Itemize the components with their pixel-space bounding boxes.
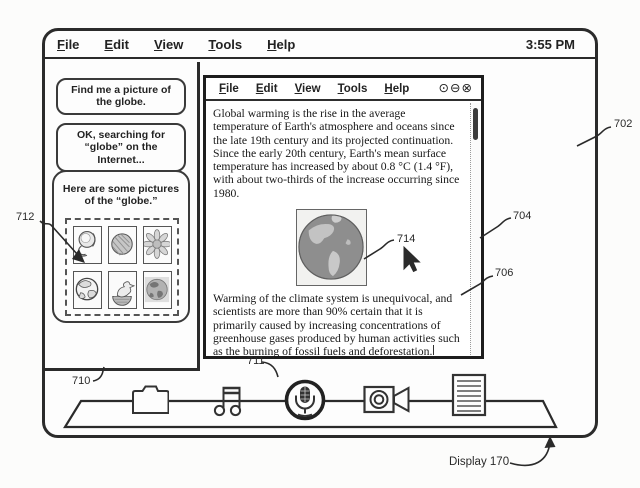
article-content: [206, 103, 481, 359]
document-icon: [449, 373, 489, 417]
ref-display-170: Display 170: [449, 456, 510, 468]
ref-702: 702: [614, 118, 633, 130]
display-screen: [42, 28, 598, 438]
menu-tools[interactable]: Tools: [208, 36, 243, 52]
video-camera-icon: [363, 384, 411, 415]
menu-file[interactable]: File: [57, 36, 80, 52]
dock-music[interactable]: [213, 383, 247, 423]
maximize-icon[interactable]: ⊙: [438, 81, 450, 96]
window-controls: [439, 82, 472, 95]
result-thumb-desk-globe[interactable]: [73, 226, 102, 264]
article-paragraph-2: [213, 292, 464, 358]
article-paragraph-1: Global warming is the rise in the average temperature of Earth's atmosphere and oceans since the late 19th century and its projected continuation. Since the early 20th century, Earth's mean surface temperature has increased by about 0.8 °C (1.4 °F), with about two-thirds of the increase occurring since 1980.: [213, 107, 460, 200]
ref-711: 711: [247, 355, 265, 367]
ref-714: 714: [397, 233, 416, 245]
menu-help[interactable]: Help: [267, 36, 296, 52]
menu-view[interactable]: View: [153, 36, 184, 52]
ref-706: 706: [495, 267, 514, 279]
ref-704: 704: [513, 210, 532, 222]
earth-globe-icon: [144, 273, 170, 307]
clock: 3:55 PM: [525, 36, 575, 52]
flower-globe-icon: [144, 228, 170, 262]
menu-edit[interactable]: Edit: [104, 36, 129, 52]
text-caret: [433, 345, 434, 355]
ref-712: 712: [16, 211, 35, 223]
chat-bubble-status: OK, searching for “globe” on the Internet...: [56, 123, 186, 173]
browser-menubar: [206, 78, 481, 101]
leader-display-170: [510, 442, 550, 465]
assistant-panel: [45, 62, 200, 372]
microphone-icon: [283, 379, 327, 423]
win-menu-tools[interactable]: Tools: [337, 82, 368, 95]
bird-globe-icon: [109, 273, 135, 307]
folder-icon: [131, 384, 169, 416]
win-menu-edit[interactable]: Edit: [255, 82, 278, 95]
music-notes-icon: [213, 383, 247, 418]
results-grid: [65, 218, 179, 316]
chat-bubble-user: Find me a picture of the globe.: [56, 78, 186, 115]
result-thumb-shaded-sphere[interactable]: [108, 226, 137, 264]
close-icon[interactable]: ⊗: [461, 81, 472, 96]
chat-bubble-results: [52, 170, 190, 323]
win-menu-help[interactable]: Help: [384, 82, 410, 95]
result-thumb-flower-globe[interactable]: [143, 226, 172, 264]
ref-710: 710: [72, 375, 91, 387]
system-menubar: [45, 31, 595, 59]
dock-microphone-active[interactable]: [283, 379, 327, 428]
shaded-sphere-icon: [109, 228, 135, 262]
minimize-icon[interactable]: ⊖: [450, 81, 461, 96]
result-thumb-outline-globe[interactable]: [73, 271, 102, 309]
result-thumb-earth-globe[interactable]: [143, 271, 172, 309]
article-paragraph-2-text: Warming of the climate system is unequivocal, and scientists are more than 90% certain that it is primarily caused by increasing concentrations of greenhouse gases produced by human activities such as the burning of fossil fuels and deforestation.: [213, 292, 460, 359]
win-menu-file[interactable]: File: [219, 82, 239, 95]
globe-photo-icon: [297, 210, 365, 284]
scrollbar-thumb[interactable]: [473, 108, 478, 140]
results-text: Here are some pictures of the “globe.”: [62, 182, 180, 207]
result-thumb-bird-globe[interactable]: [108, 271, 137, 309]
scrollbar[interactable]: [470, 103, 480, 355]
desk-globe-icon: [74, 228, 100, 262]
globe-image[interactable]: [296, 209, 367, 286]
win-menu-view[interactable]: View: [294, 82, 321, 95]
dock-folder[interactable]: [131, 384, 169, 421]
outline-globe-icon: [74, 273, 100, 307]
dock-video-camera[interactable]: [363, 384, 411, 420]
dock-document[interactable]: [449, 373, 489, 422]
browser-window: [203, 75, 484, 359]
